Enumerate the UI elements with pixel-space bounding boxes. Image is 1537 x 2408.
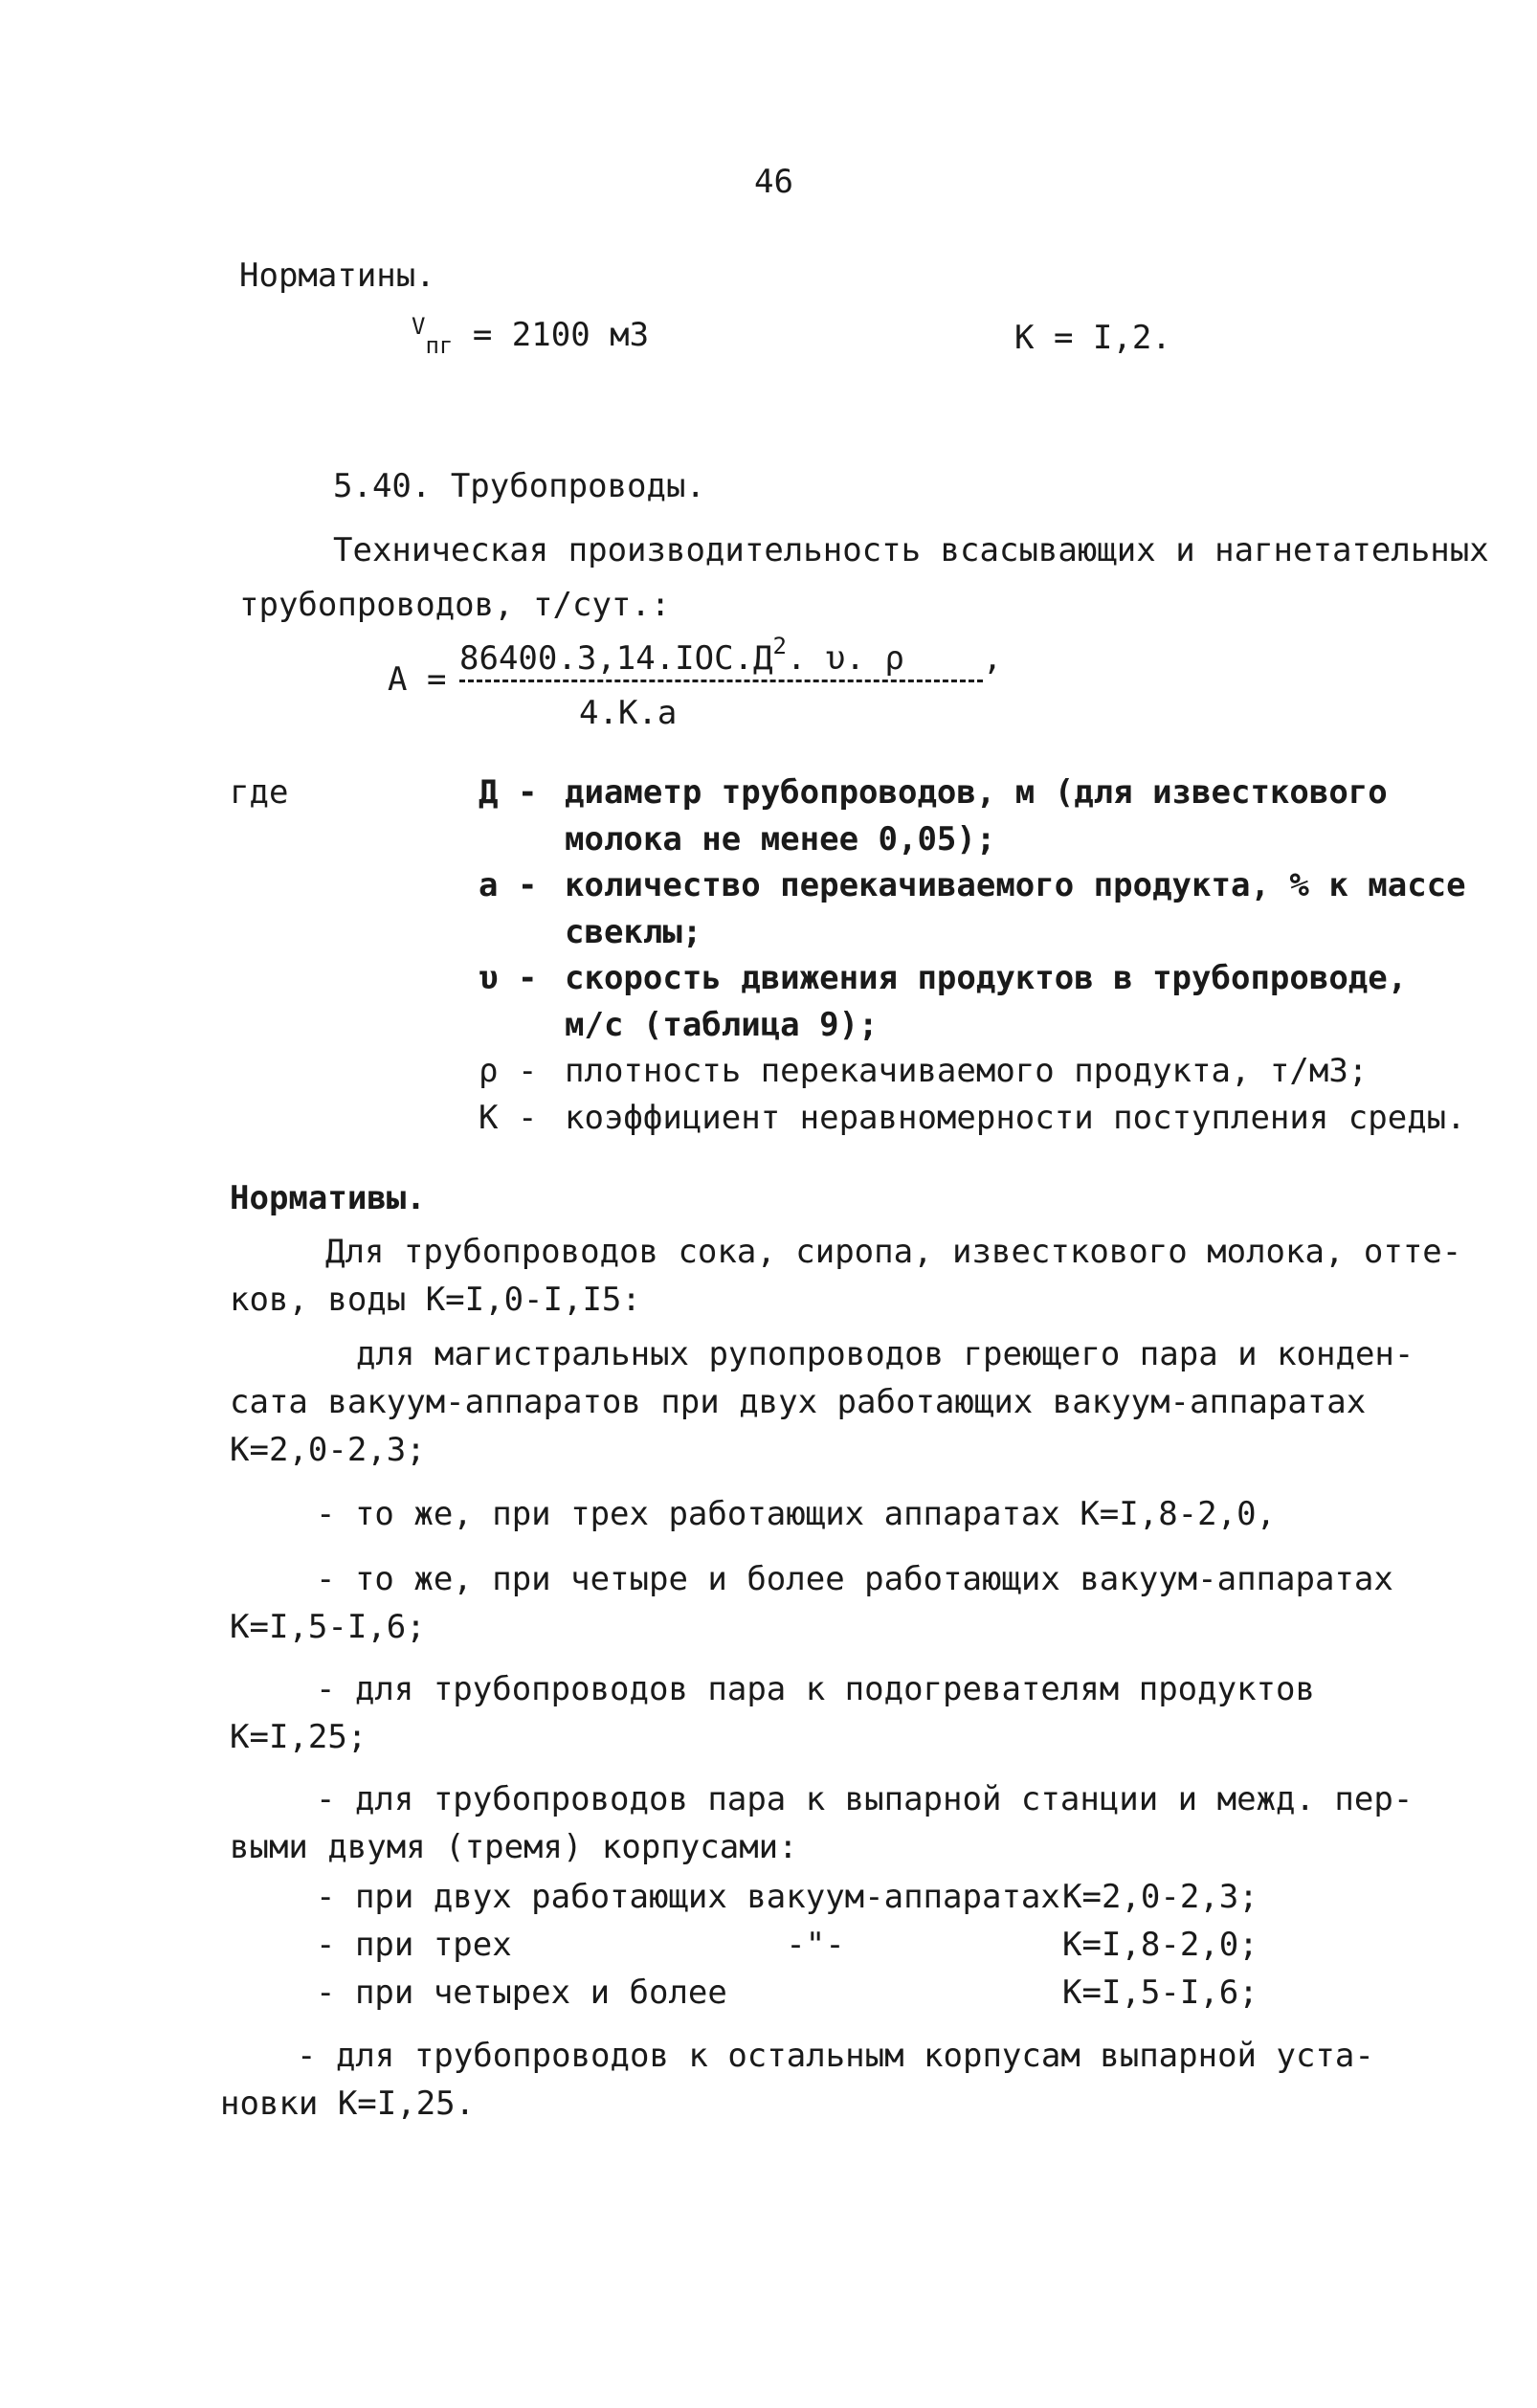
volume-formula xyxy=(412,313,650,359)
k-table-row-1-label: - при двух работающих вакуум-аппаратах xyxy=(316,1878,1060,1916)
v-symbol: $^V_{пг}$ xyxy=(412,313,454,359)
norm-line-9: - для трубопроводов пара к подогревателям продуктов xyxy=(316,1670,1315,1708)
norm-line-4: сата вакуум-аппаратов при двух работающих вакуум-аппаратах xyxy=(230,1383,1367,1421)
formula-numerator: $86400.3,14.IOC.Д^2$. υ. ρ , xyxy=(459,639,1002,678)
k-table-row-2-label: - при трех -"- xyxy=(316,1926,845,1964)
where-item-a: а - количество перекачиваемого продукта, % к массе xyxy=(479,866,1466,904)
normatives-heading: Норматины. xyxy=(239,256,435,295)
intro-line-2: трубопроводов, т/сут.: xyxy=(239,586,671,624)
norm-line-3: для магистральных рупопроводов греющего пара и конден- xyxy=(356,1335,1414,1373)
norm-line-12: выми двумя (тремя) корпусами: xyxy=(230,1828,798,1866)
where-item-rho: ρ - плотность перекачиваемого продукта, т/м3; xyxy=(479,1052,1369,1090)
norm-last-line-1: - для трубопроводов к остальным корпусам выпарной уста- xyxy=(297,2037,1374,2075)
section-title: 5.40. Трубопроводы. xyxy=(333,467,705,505)
where-item-v-cont: м/с (таблица 9); xyxy=(565,1006,879,1044)
where-label: где xyxy=(230,773,289,812)
formula-lhs: А = xyxy=(388,660,447,699)
norm-line-7: - то же, при четыре и более работающих вакуум-аппаратах xyxy=(316,1560,1393,1598)
norm-line-6: - то же, при трех работающих аппаратах К=I,8-2,0, xyxy=(316,1495,1277,1533)
normatives-2-heading: Нормативы. xyxy=(230,1179,426,1217)
intro-line-1: Техническая производительность всасывающих и нагнетательных xyxy=(333,531,1489,569)
k-table-row-3-value: К=I,5-I,6; xyxy=(1062,1973,1259,2012)
v-value: = 2100 м3 xyxy=(472,316,650,354)
where-item-a-cont: свеклы; xyxy=(565,913,702,951)
norm-line-10: К=I,25; xyxy=(230,1718,368,1756)
formula-denominator: 4.К.а xyxy=(579,694,678,732)
where-item-k: К - коэффициент неравномерности поступления среды. xyxy=(479,1099,1466,1137)
norm-line-5: К=2,0-2,3; xyxy=(230,1431,426,1469)
k-table-row-3-label: - при четырех и более xyxy=(316,1973,727,2012)
norm-line-11: - для трубопроводов пара к выпарной станции и межд. пер- xyxy=(316,1780,1414,1818)
norm-line-1: Для трубопроводов сока, сиропа, известкового молока, отте- xyxy=(325,1233,1462,1271)
k-table-row-2-value: К=I,8-2,0; xyxy=(1062,1926,1259,1964)
where-item-d: Д - диаметр трубопроводов, м (для известкового xyxy=(479,773,1388,812)
norm-line-8: К=I,5-I,6; xyxy=(230,1608,426,1646)
where-item-v: υ - скорость движения продуктов в трубопроводе, xyxy=(479,959,1408,997)
k-table-row-1-value: К=2,0-2,3; xyxy=(1062,1878,1259,1916)
k-value: K = I,2. xyxy=(1014,319,1171,357)
where-item-d-cont: молока не менее 0,05); xyxy=(565,820,996,858)
page-number: 46 xyxy=(754,163,793,201)
norm-line-2: ков, воды К=I,0-I,I5: xyxy=(230,1281,641,1319)
norm-last-line-2: новки К=I,25. xyxy=(220,2085,476,2123)
